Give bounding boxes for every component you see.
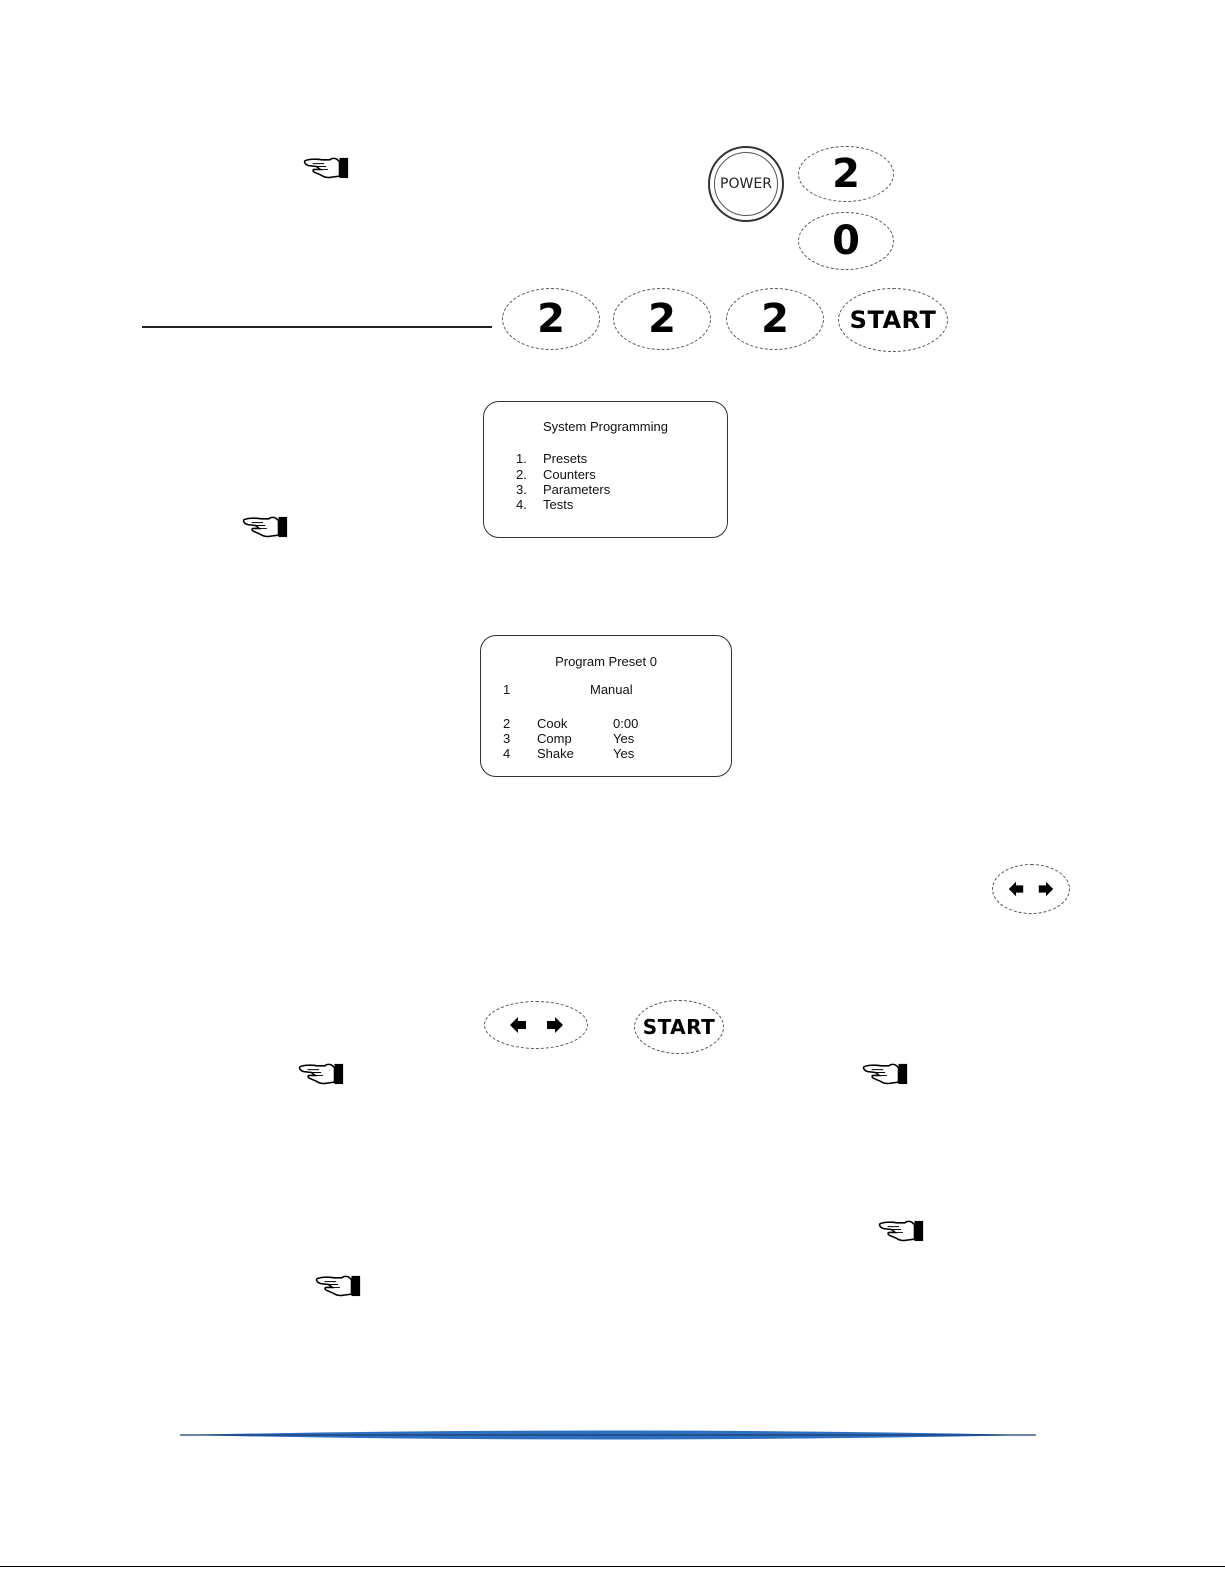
left-arrow-icon bbox=[1007, 880, 1025, 898]
row-number: 1 bbox=[503, 682, 511, 697]
program-preset-display bbox=[480, 635, 732, 777]
row-value: Yes bbox=[613, 746, 635, 761]
left-right-arrows-button[interactable] bbox=[484, 1001, 588, 1049]
mode-value: Manual bbox=[590, 682, 633, 697]
pointing-hand-icon bbox=[303, 155, 351, 180]
menu-item-number: 1. bbox=[516, 451, 527, 466]
start-button[interactable]: START bbox=[634, 1000, 724, 1054]
section-divider bbox=[142, 326, 492, 328]
menu-item-label: Presets bbox=[543, 451, 588, 466]
row-value: 0:00 bbox=[613, 716, 639, 731]
menu-item-label: Counters bbox=[543, 467, 596, 482]
menu-item-parameters bbox=[516, 482, 611, 497]
key-2-first-button[interactable]: 2 bbox=[502, 288, 600, 350]
menu-item-tests bbox=[516, 497, 574, 512]
preset-row-comp bbox=[503, 731, 635, 746]
left-arrow-icon bbox=[507, 1015, 529, 1035]
system-menu-title: System Programming bbox=[543, 419, 668, 434]
row-label: Shake bbox=[537, 746, 574, 761]
menu-item-counters bbox=[516, 467, 596, 482]
preset-title: Program Preset 0 bbox=[555, 654, 657, 669]
pointing-hand-icon bbox=[862, 1061, 910, 1086]
power-label: POWER bbox=[714, 152, 778, 216]
row-number: 2 bbox=[503, 716, 511, 731]
row-number: 4 bbox=[503, 746, 511, 761]
right-arrow-icon bbox=[544, 1015, 566, 1035]
menu-item-number: 4. bbox=[516, 497, 527, 512]
key-2-button[interactable]: 2 bbox=[798, 146, 894, 202]
menu-item-presets bbox=[516, 451, 588, 466]
left-right-arrows-button[interactable] bbox=[992, 864, 1070, 914]
pointing-hand-icon bbox=[298, 1061, 346, 1086]
right-arrow-icon bbox=[1037, 880, 1055, 898]
row-number: 3 bbox=[503, 731, 511, 746]
preset-row-shake bbox=[503, 746, 635, 761]
page-bottom-edge bbox=[0, 1566, 1225, 1567]
preset-row-cook bbox=[503, 716, 639, 731]
start-button[interactable]: START bbox=[838, 288, 948, 352]
pointing-hand-icon bbox=[315, 1273, 363, 1298]
pointing-hand-icon bbox=[878, 1218, 926, 1243]
key-2-second-button[interactable]: 2 bbox=[613, 288, 711, 350]
row-label: Cook bbox=[537, 716, 568, 731]
preset-line-1 bbox=[503, 682, 723, 697]
footer-rule bbox=[180, 1428, 1036, 1442]
key-2-third-button[interactable]: 2 bbox=[726, 288, 824, 350]
menu-item-number: 3. bbox=[516, 482, 527, 497]
power-button[interactable] bbox=[708, 146, 784, 222]
system-programming-display bbox=[483, 401, 728, 538]
key-0-button[interactable]: 0 bbox=[798, 212, 894, 270]
row-label: Comp bbox=[537, 731, 572, 746]
pointing-hand-icon bbox=[242, 514, 290, 539]
row-value: Yes bbox=[613, 731, 635, 746]
menu-item-label: Tests bbox=[543, 497, 574, 512]
menu-item-label: Parameters bbox=[543, 482, 611, 497]
menu-item-number: 2. bbox=[516, 467, 527, 482]
